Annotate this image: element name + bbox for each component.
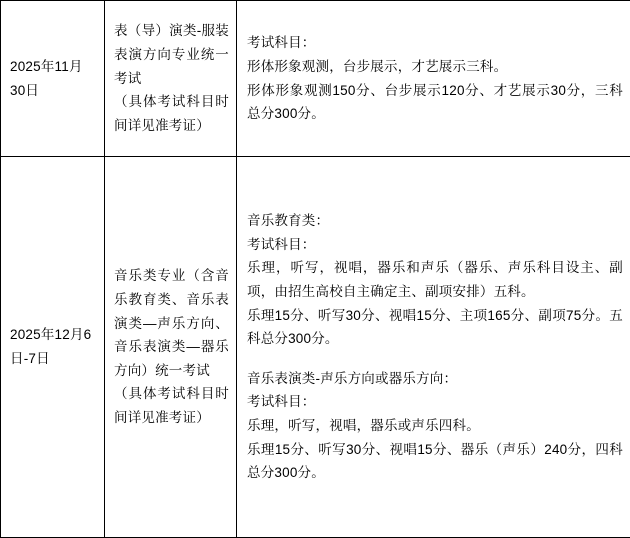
exam-content-cell: [237, 157, 630, 538]
content-line: 考试科目：: [247, 35, 316, 51]
exam-subject-line: 表（导）演类-服装表演方向专业统一考试: [114, 23, 229, 86]
content-line: 形体形象观测，台步展示，才艺展示三科。: [247, 58, 508, 74]
exam-content-text: [237, 25, 630, 132]
table-body: [1, 1, 630, 538]
exam-date-cell: [1, 157, 105, 538]
table-row: [1, 157, 630, 538]
exam-subject-cell: [105, 157, 237, 538]
content-line: 乐理，听写，视唱，器乐和声乐（器乐、声乐科目设主、副项，由招生高校自主确定主、副项安排）五科。: [247, 260, 623, 299]
table-row: [1, 1, 630, 157]
exam-subject-line: 音乐类专业（含音乐教育类、音乐表演类—声乐方向、音乐表演类—器乐方向）统一考试: [114, 268, 229, 378]
exam-subject-note: （具体考试科目时间详见准考证）: [114, 94, 229, 133]
exam-date-cell: [1, 1, 105, 157]
content-line: 乐理15分、听写30分、视唱15分、器乐（声乐）240分，四科总分300分。: [247, 441, 623, 481]
content-line: 形体形象观测150分、台步展示120分、才艺展示30分，三科总分300分。: [247, 82, 623, 122]
exam-subject-cell: [105, 1, 237, 157]
exam-content-cell: [237, 1, 630, 157]
content-line: 考试科目：: [247, 236, 316, 252]
content-line: 乐理15分、听写30分、视唱15分、主项165分、副项75分。五科总分300分。: [247, 307, 623, 347]
exam-date-text: 2025年12月6日-7日: [10, 327, 92, 366]
content-heading: 音乐教育类：: [247, 213, 330, 229]
exam-subject-note: （具体考试科目时间详见准考证）: [114, 386, 229, 426]
exam-subject-text: [105, 13, 236, 143]
exam-subject-text: [105, 258, 236, 435]
exam-content-text: [237, 203, 630, 491]
exam-date-text: 2025年11月30日: [10, 58, 83, 98]
content-line: 考试科目：: [247, 394, 316, 410]
content-line: 乐理，听写，视唱，器乐或声乐四科。: [247, 418, 480, 434]
content-heading: 音乐表演类-声乐方向或器乐方向：: [247, 370, 458, 386]
